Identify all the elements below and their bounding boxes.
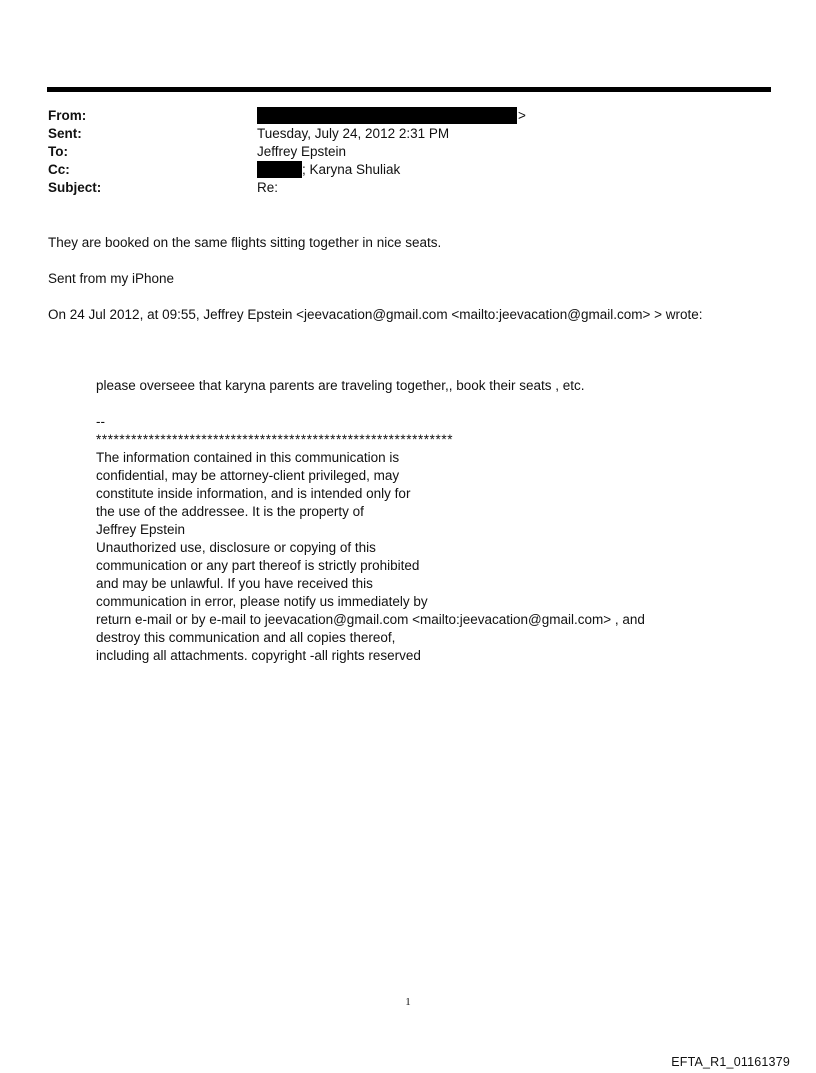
disclaimer-line: The information contained in this communication is: [96, 450, 400, 465]
sent-row: [48, 125, 768, 143]
redaction-block: [257, 107, 517, 124]
quote-intro: On 24 Jul 2012, at 09:55, Jeffrey Epstein <jeevacation@gmail.com <mailto:jeevacation@gmail.com> > wrote:: [48, 307, 703, 322]
disclaimer-line: the use of the addressee. It is the property of: [96, 504, 364, 519]
disclaimer-line: including all attachments. copyright -all rights reserved: [96, 648, 421, 663]
disclaimer-line: return e-mail or by e-mail to jeevacation@gmail.com <mailto:jeevacation@gmail.com> , and: [96, 612, 645, 627]
disclaimer-line: and may be unlawful. If you have received this: [96, 576, 373, 591]
subject-row: [48, 179, 768, 197]
from-value: [257, 107, 526, 125]
sent-value: Tuesday, July 24, 2012 2:31 PM: [257, 126, 450, 141]
to-label: To:: [48, 144, 68, 159]
from-suffix: >: [518, 108, 526, 123]
cc-value-wrap: [257, 161, 400, 179]
disclaimer-line: Unauthorized use, disclosure or copying of this: [96, 540, 376, 555]
reply-message: They are booked on the same flights sitting together in nice seats.: [48, 235, 442, 250]
signature-dash: --: [96, 414, 105, 429]
disclaimer-line: constitute inside information, and is intended only for: [96, 486, 411, 501]
to-value: Jeffrey Epstein: [257, 144, 347, 159]
redaction-block: [257, 161, 302, 178]
page-number: 1: [405, 996, 411, 1008]
sent-label: Sent:: [48, 126, 82, 141]
to-row: [48, 143, 768, 161]
disclaimer-line: Jeffrey Epstein: [96, 522, 186, 537]
cc-label: Cc:: [48, 162, 70, 177]
from-label: From:: [48, 108, 87, 123]
disclaimer-line: confidential, may be attorney-client privileged, may: [96, 468, 400, 483]
header-divider-rule: [47, 87, 771, 92]
signature-stars: *************************************************************: [96, 432, 454, 447]
disclaimer-line: communication or any part thereof is strictly prohibited: [96, 558, 420, 573]
from-row: [48, 107, 768, 125]
quoted-message: please overseee that karyna parents are traveling together,, book their seats , etc.: [96, 378, 585, 393]
mobile-signature: Sent from my iPhone: [48, 271, 175, 286]
cc-value: ; Karyna Shuliak: [302, 162, 401, 177]
subject-label: Subject:: [48, 180, 102, 195]
cc-row: [48, 161, 768, 179]
subject-value: Re:: [257, 180, 279, 195]
disclaimer-line: communication in error, please notify us immediately by: [96, 594, 428, 609]
disclaimer-line: destroy this communication and all copies thereof,: [96, 630, 396, 645]
email-header: [48, 107, 768, 197]
document-id: EFTA_R1_01161379: [671, 1055, 790, 1069]
confidentiality-disclaimer: [96, 449, 645, 665]
